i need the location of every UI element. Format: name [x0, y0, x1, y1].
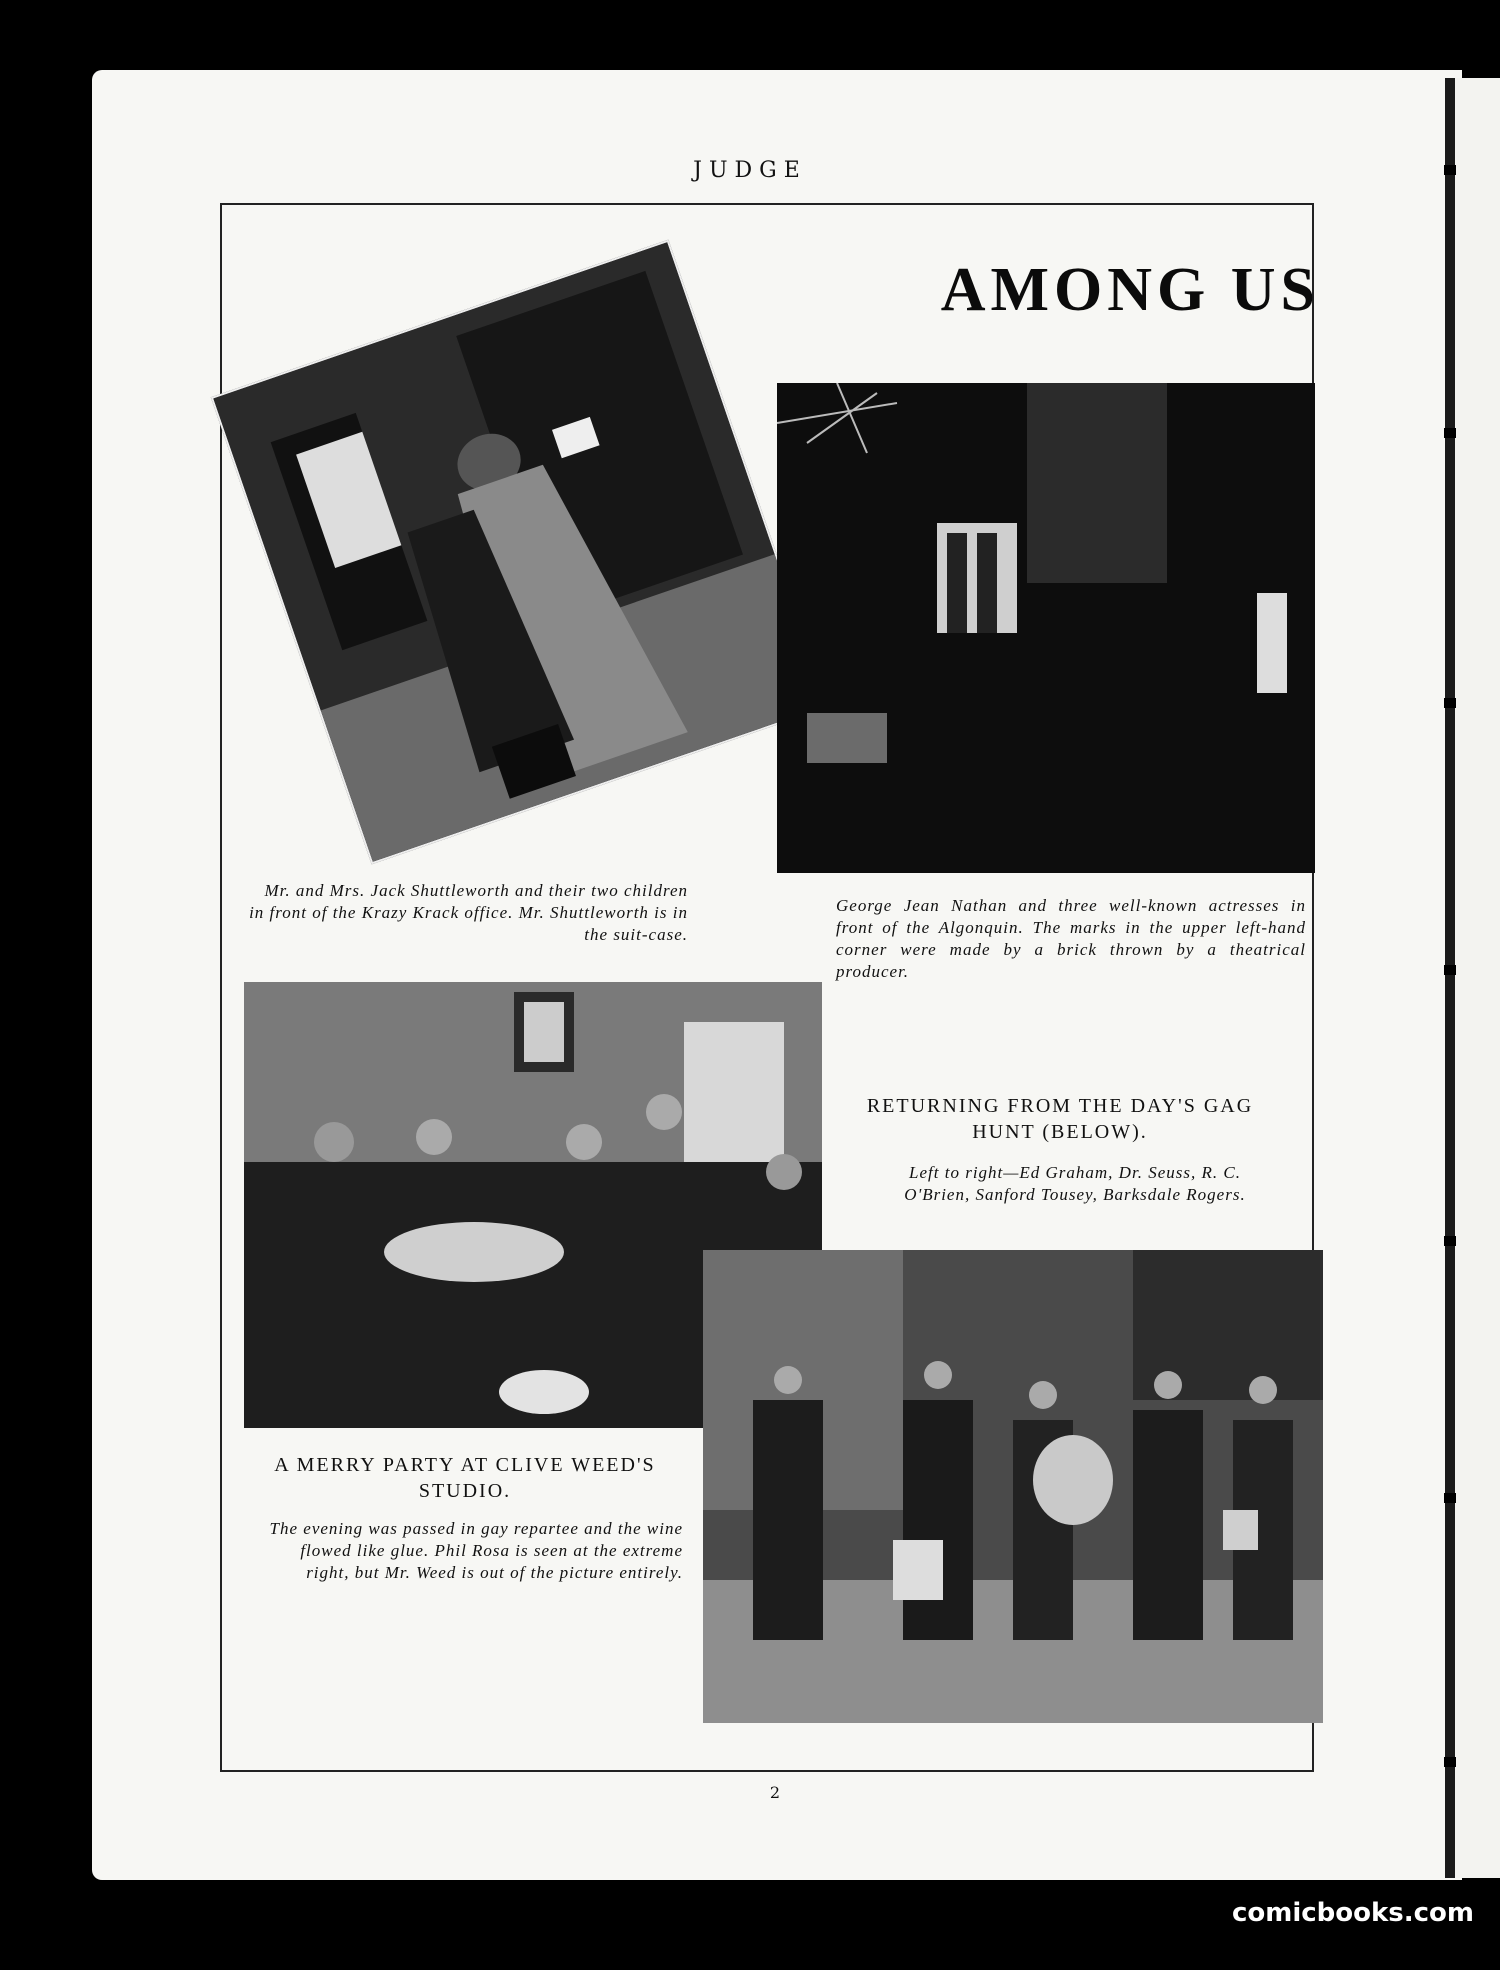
watermark: comicbooks.com	[1231, 1898, 1474, 1928]
caption-merry-party: The evening was passed in gay repartee and the wine flowed like glue. Phil Rosa is seen at the extreme right, but Mr. Weed is out of the picture entirely.	[269, 1519, 683, 1582]
heading-gag-hunt: RETURNING FROM THE DAY'S GAG HUNT (BELOW).	[866, 1095, 1254, 1143]
photo-gag-hunt	[703, 1250, 1323, 1723]
photo-algonquin	[777, 383, 1315, 873]
page-spine	[1445, 78, 1455, 1878]
binding-stitch	[1444, 1757, 1456, 1767]
magazine-header: JUDGE	[693, 158, 807, 183]
caption-algonquin: George Jean Nathan and three well-known actresses in front of the Algonquin. The marks in the upper left-hand corner were made by a brick thrown by a theatrical producer.	[836, 896, 1306, 981]
binding-stitch	[1444, 965, 1456, 975]
page-number: 2	[769, 1783, 781, 1802]
next-page-edge	[1455, 78, 1500, 1878]
page-title: AMONG US	[940, 256, 1320, 324]
heading-merry-party: A MERRY PARTY AT CLIVE WEED'S STUDIO.	[274, 1454, 656, 1502]
binding-stitch	[1444, 428, 1456, 438]
binding-stitch	[1444, 698, 1456, 708]
caption-shuttleworth: Mr. and Mrs. Jack Shuttleworth and their two children in front of the Krazy Krack office. Mr. Shuttleworth is in the suit-case.	[249, 881, 688, 944]
binding-stitch	[1444, 1236, 1456, 1246]
caption-gag-hunt: Left to right—Ed Graham, Dr. Seuss, R. C. O'Brien, Sanford Tousey, Barksdale Rogers.	[904, 1163, 1246, 1204]
binding-stitch	[1444, 1493, 1456, 1503]
